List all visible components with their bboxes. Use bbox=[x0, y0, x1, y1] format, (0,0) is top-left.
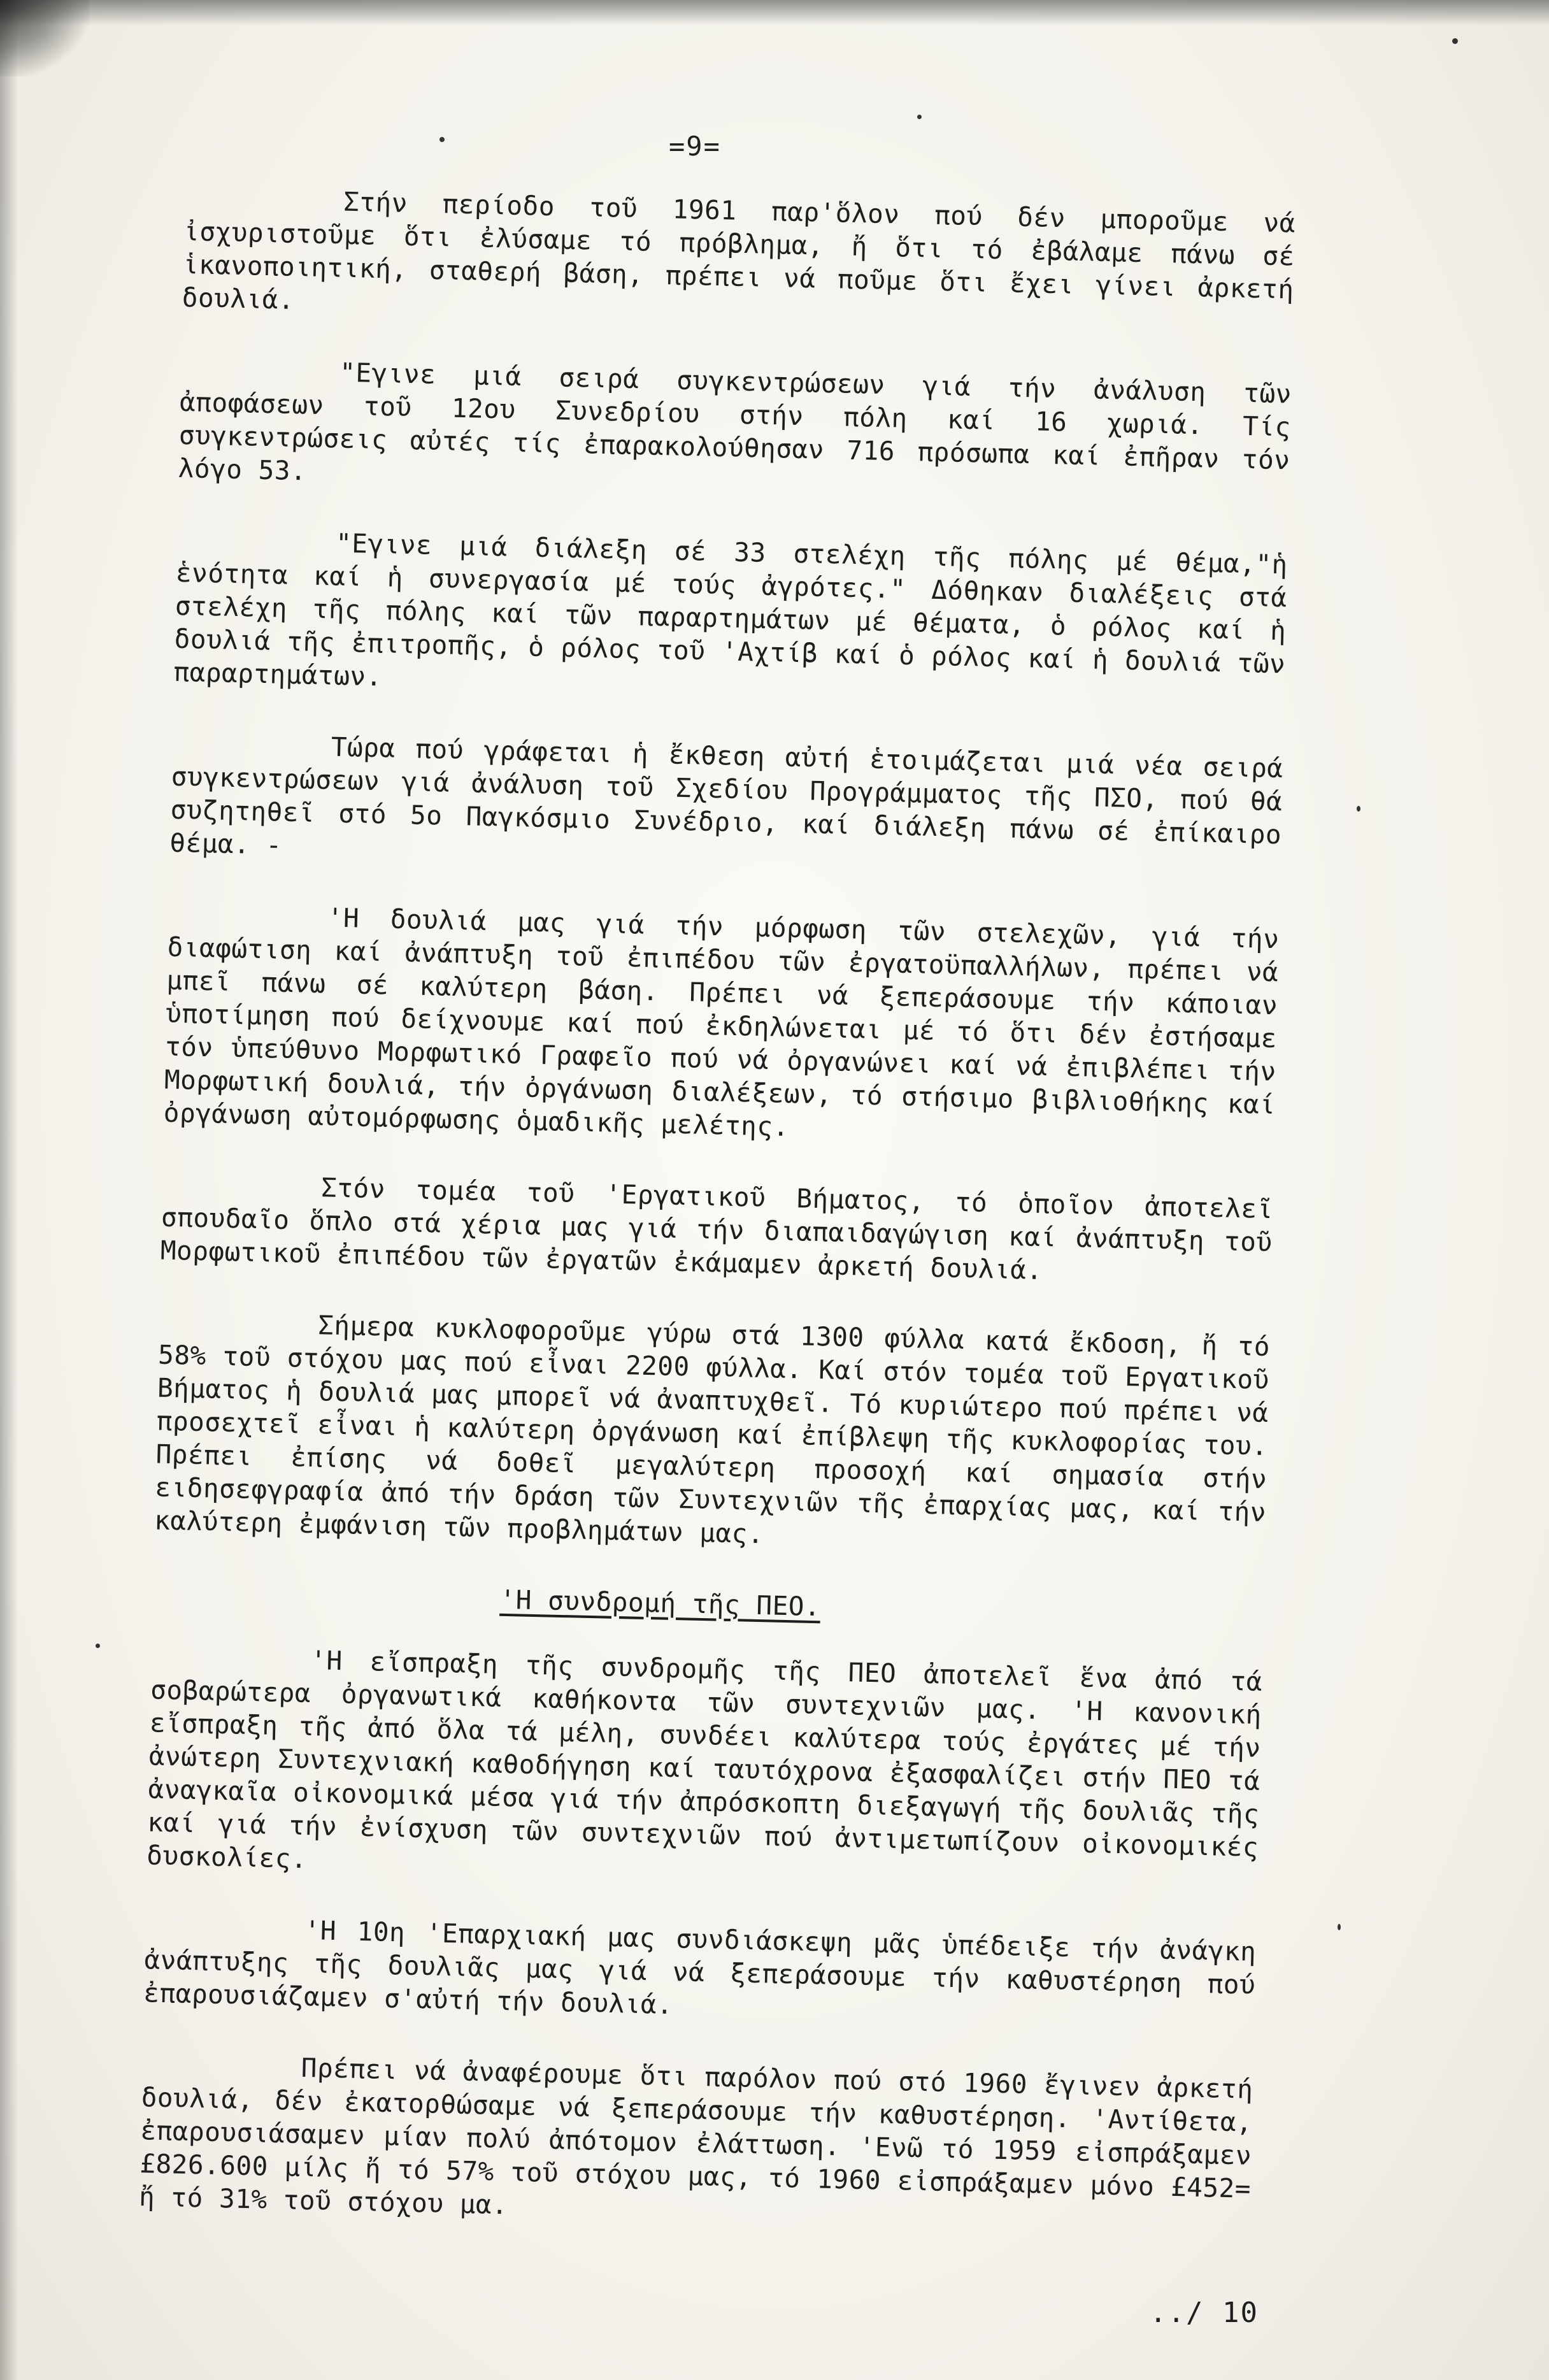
section-heading-text: 'Η συνδρομή τῆς ΠΕΟ. bbox=[499, 1584, 821, 1623]
scan-speck bbox=[1357, 806, 1360, 812]
scan-speck bbox=[96, 1644, 100, 1648]
scan-speck bbox=[439, 137, 445, 142]
paragraph: "Εγινε μιά διάλεξη σέ 33 στελέχη τῆς πόλης μέ θέμα,"ἡ ἑνότητα καί ἡ συνεργασία μέ τούς ἀγρότες." Δόθηκαν διαλέξεις στά στελέχη τῆς πόλης καί τῶν παραρτημάτων μέ θέματα, ὁ ρόλος καί ἡ δουλιά τῆς ἐπιτροπῆς, ὁ ρόλος τοῦ 'Αχτίβ καί ὁ ρόλος καί ἡ δουλιά τῶν παραρτημάτων. bbox=[173, 527, 1304, 692]
paragraph: 'Η εἴσπραξη τῆς συνδρομῆς τῆς ΠΕΟ ἀποτελεῖ ἕνα ἀπό τά σοβαρώτερα ὀργανωτικά καθήκοντα τῶν συντεχνιῶν μας. 'Η κανονική εἴσπραξη τῆς ἀπό ὅλα τά μέλη, συνδέει καλύτερα τούς ἐργάτες μέ τήν ἀνώτερη Συντεχνιακή καθοδήγηση καί ταυτόχρονα ἐξασφαλίζει στήν ΠΕΟ τά ἀναγκαῖα οἰκονομικά μέσα γιά τήν ἀπρόσκοπτη διεξαγωγή τῆς δουλιᾶς τῆς καί γιά τήν ἐνίσχυση τῶν συντεχνιῶν πού ἀντιμετωπίζουν οἰκονομικές δυσκολίες. bbox=[146, 1645, 1279, 1875]
paragraph: 'Η δουλιά μας γιά τήν μόρφωση τῶν στελεχῶν, γιά τήν διαφώτιση καί ἀνάπτυξη τοῦ ἐπιπέδου τῶν ἐργατοϋπαλλήλων, πρέπει νά μπεῖ πάνω σέ καλύτερη βάση. Πρέπει νά ξεπεράσουμε τήν κάποιαν ὑποτίμηση πού δείχνουμε καί πού ἐκδηλώνεται μέ τό ὅτι δέν ἐστήσαμε τόν ὑπεύθυνο Μορφωτικό Γραφεῖο πού νά ὀργανώνει καί νά ἐπιβλέπει τήν Μορφωτική δουλιά, τήν ὀργάνωση διαλέξεων, τό στήσιμο βιβλιοθήκης καί ὀργάνωση αὐτομόρφωσης ὁμαδικῆς μελέτης. bbox=[163, 902, 1296, 1142]
page-number: =9= bbox=[669, 131, 721, 162]
paragraph: Στήν περίοδο τοῦ 1961 παρ'ὅλον πού δέν μποροῦμε νά ἰσχυριστοῦμε ὅτι ἐλύσαμε τό πρόβλημα, ἤ ὅτι τό ἐβάλαμε πάνω σέ ἱκανοποιητική, σταθερή βάση, πρέπει νά ποῦμε ὅτι ἔχει γίνει ἀρκετή δουλιά. bbox=[182, 186, 1312, 315]
paragraph: "Εγινε μιά σειρά συγκεντρώσεων γιά τήν ἀνάλυση τῶν ἀποφάσεων τοῦ 12ου Συνεδρίου στήν πόλη καί 16 χωριά. Τίς συγκεντρώσεις αὐτές τίς ἐπαρακολούθησαν 716 πρόσωπα καί ἐπῆραν τόν λόγο 53. bbox=[178, 357, 1308, 487]
scan-shadow-top bbox=[0, 0, 1549, 25]
scan-speck bbox=[1452, 38, 1458, 44]
scan-speck bbox=[1338, 1924, 1341, 1930]
document-body bbox=[138, 182, 1312, 2277]
scan-corner-smudge bbox=[0, 0, 89, 76]
paragraph: Σήμερα κυκλοφοροῦμε γύρω στά 1300 φύλλα κατά ἔκδοση, ἤ τό 58% τοῦ στόχου μας πού εἶναι 2200 φύλλα. Καί στόν τομέα τοῦ Εργατικοῦ Βήματος ἡ δουλιά μας μπορεῖ νά ἀναπτυχθεῖ. Τό κυριώτερο πού πρέπει νά προσεχτεῖ εἶναι ἡ καλύτερη ὀργάνωση καί ἐπίβλεψη τῆς κυκλοφορίας του. Πρέπει ἐπίσης νά δοθεῖ μεγαλύτερη προσοχή καί σημασία στήν ειδησεφγραφία ἀπό τήν δράση τῶν Συντεχνιῶν τῆς ἐπαρχίας μας, καί τήν καλύτερη ἐμφάνιση τῶν προβλημάτων μας. bbox=[153, 1310, 1287, 1550]
continuation-marker: ../ 10 bbox=[1150, 2297, 1259, 2329]
paragraph: Τώρα πού γράφεται ἡ ἔκθεση αὐτή ἑτοιμάζεται μιά νέα σειρά συγκεντρώσεων γιά ἀνάλυση τοῦ Σχεδίου Προγράμματος τῆς ΠΣΟ, πού θά συζητηθεῖ στό 5ο Παγκόσμιο Συνέδριο, καί διάλεξη πάνω σέ ἐπίκαιρο θέμα. - bbox=[169, 731, 1300, 861]
scan-shadow-left bbox=[0, 0, 18, 2380]
paragraph: 'Η 10η 'Επαρχιακή μας συνδιάσκεψη μᾶς ὑπέδειξε τήν ἀνάγκη ἀνάπτυξης τῆς δουλιᾶς μας γιά νά ξεπεράσουμε τήν καθυστέρηση πού ἐπαρουσιάζαμεν σ'αὐτή τήν δουλιά. bbox=[143, 1914, 1273, 2021]
paragraph: Πρέπει νά ἀναφέρουμε ὅτι παρόλον πού στό 1960 ἔγινεν ἀρκετή δουλιά, δέν ἐκατορθώσαμε νά ξεπεράσουμε τήν καθυστέρηση. 'Αντίθετα, ἐπαρουσιάσαμεν μίαν πολύ ἀπότομον ἐλάττωση. 'Ενῶ τό 1959 εἰσπράξαμεν £826.600 μίλς ἤ τό 57% τοῦ στόχου μας, τό 1960 εἰσπράξαμεν μόνο £452= ἤ τό 31% τοῦ στόχου μα. bbox=[138, 2052, 1270, 2221]
paragraph: Στόν τομέα τοῦ 'Εργατικοῦ Βήματος, τό ὁποῖον ἀποτελεῖ σπουδαῖο ὅπλο στά χέρια μας γιά τήν διαπαιδαγώγιση καί ἀνάπτυξη τοῦ Μορφωτικοῦ ἐπιπέδου τῶν ἐργατῶν ἐκάμαμεν ἀρκετή δουλιά. bbox=[160, 1172, 1290, 1286]
section-heading bbox=[152, 1575, 1264, 1633]
scan-speck bbox=[917, 115, 922, 119]
